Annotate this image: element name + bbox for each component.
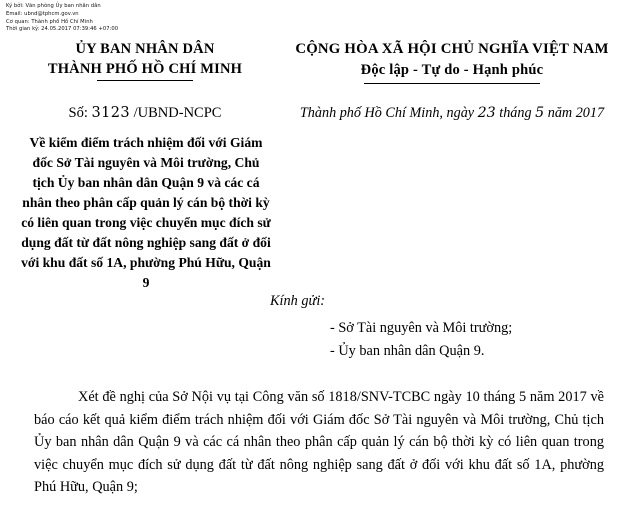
document-number-value: 3123 (91, 105, 131, 121)
recipients-label: Kính gửi: (270, 293, 326, 309)
recipients-list (330, 317, 512, 363)
document-number-suffix: /UBND-NCPC (133, 105, 222, 121)
digital-signature-stamp (6, 3, 118, 34)
place-date-prefix: Thành phố Hồ Chí Minh, ngày (299, 105, 475, 121)
date-month: 5 (535, 105, 545, 121)
signature-line-timestamp: Thời gian ký: 24.05.2017 07:39:46 +07:00 (6, 26, 119, 33)
document-subject: Về kiểm điểm trách nhiệm đối với Giám đốc Sở Tài nguyên và Môi trường, Chủ tịch Ủy ban nhân dân Quận 9 và các cá nhân theo phân cấp quản lý cán bộ thời kỳ có liên quan trong việc chuyển mục đích sử dụng đất từ đất nông nghiệp sang đất ở đối với khu đất số 1A, phường Phú Hữu, Quận 9 (21, 135, 271, 290)
issuing-authority-line2: THÀNH PHỐ HỒ CHÍ MINH (47, 60, 243, 77)
date-month-label: tháng (499, 105, 532, 121)
date-day: 23 (477, 105, 496, 121)
issuing-authority-line1: ỦY BAN NHÂN DÂN (75, 41, 215, 57)
date-year-label: năm (547, 105, 573, 121)
signature-line-email: Email: ubnd@tphcm.gov.vn (6, 10, 79, 17)
signature-line-organization: Cơ quan: Thành phố Hồ Chí Minh (6, 18, 93, 25)
date-year: 2017 (575, 105, 605, 121)
document-number (14, 105, 276, 122)
national-title: CỘNG HÒA XÃ HỘI CHỦ NGHĨA VIỆT NAM (295, 41, 609, 57)
national-heading-block (276, 40, 628, 84)
body-paragraph-1: Xét đề nghị của Sở Nội vụ tại Công văn số 1818/SNV-TCBC ngày 10 tháng 5 năm 2017 về báo cáo kết quả kiểm điểm trách nhiệm đối với Giám đốc Sở Tài nguyên và Môi trường, Chủ tịch Ủy ban nhân dân Quận 9 và các cá nhân theo phân cấp quản lý cán bộ thời kỳ có liên quan trong việc chuyển mục đích sử dụng đất từ đất nông nghiệp sang đất ở đối với khu đất số 1A, phường Phú Hữu, Quận 9; (34, 389, 604, 496)
national-motto-underline (364, 83, 540, 84)
recipient-item: - Sở Tài nguyên và Môi trường; (330, 320, 513, 336)
national-motto: Độc lập - Tự do - Hạnh phúc (360, 61, 544, 78)
issuing-authority-block (14, 40, 276, 81)
issuing-authority-underline (97, 80, 193, 81)
document-meta-row (0, 105, 634, 127)
signature-line-signer: Ký bởi: Văn phòng Ủy ban nhân dân (6, 3, 101, 9)
document-number-prefix: Số: (68, 105, 88, 121)
recipient-item: - Ủy ban nhân dân Quận 9. (330, 343, 485, 360)
document-body (34, 386, 604, 499)
document-header (0, 40, 634, 100)
place-and-date (276, 105, 628, 122)
